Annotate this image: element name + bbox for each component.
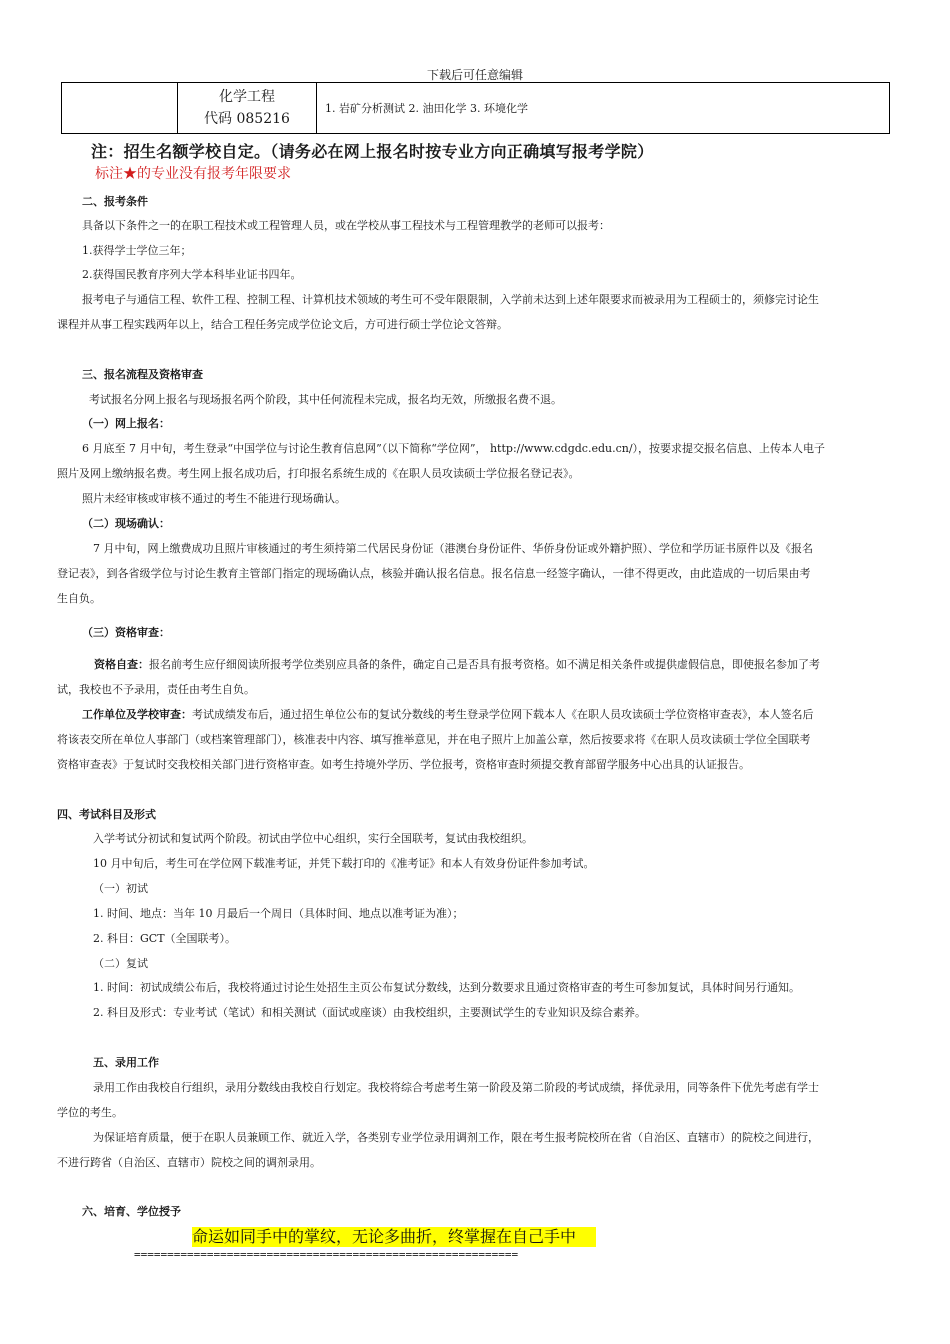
section-title-2: 二、报考条件 <box>82 195 148 208</box>
paragraph: 不进行跨省（自治区、直辖市）院校之间的调剂录用。 <box>57 1156 321 1169</box>
footer-rule: ========================================================== <box>134 1248 519 1261</box>
subsection-title: （一）网上报名： <box>82 417 170 430</box>
major-name: 化学工程 <box>219 89 275 105</box>
paragraph: 具备以下条件之一的在职工程技术或工程管理人员，或在学校从事工程技术与工程管理教学的老师可以报考： <box>82 219 610 232</box>
paragraph: 登记表》，到各省级学位与讨论生教育主管部门指定的现场确认点，核验并确认报名信息。报名信息一经签字确认，一律不得更改，由此造成的一切后果由考 <box>57 567 811 580</box>
paragraph: 生自负。 <box>57 592 101 605</box>
paragraph: 将该表交所在单位人事部门（或档案管理部门），核准表中内容、填写推举意见，并在电子照片上加盖公章，然后按要求将《在职人员攻读硕士学位全国联考 <box>57 733 811 746</box>
paragraph: 6 月底至 7 月中旬，考生登录“中国学位与讨论生教育信息网”（以下简称“学位网”， http://www.cdgdc.edu.cn/），按要求提交报名信息、上传本人电子 <box>82 442 826 455</box>
section-title-4: 四、考试科目及形式 <box>57 808 156 821</box>
paragraph: 10 月中旬后，考生可在学位网下载准考证，并凭下载打印的《准考证》和本人有效身份证件参加考试。 <box>93 857 595 870</box>
paragraph: 试，我校也不予录用，责任由考生自负。 <box>57 683 255 696</box>
paragraph: 课程并从事工程实践两年以上，结合工程任务完成学位论文后，方可进行硕士学位论文答辩。 <box>57 318 508 331</box>
section-title-3: 三、报名流程及资格审查 <box>82 368 203 381</box>
paragraph: 考试报名分网上报名与现场报名两个阶段，其中任何流程未完成，报名均无效，所缴报名费不退。 <box>89 393 562 406</box>
bold-label: 工作单位及学校审查： <box>82 708 192 721</box>
bold-label: 资格自查： <box>94 658 149 671</box>
paragraph: 1.获得学士学位三年； <box>82 244 192 257</box>
paragraph: 1. 时间、地点：当年 10 月最后一个周日（具体时间、地点以准考证为准）； <box>93 907 464 920</box>
table-cell-major <box>178 83 317 134</box>
table-cell-empty <box>62 83 178 134</box>
paragraph: 为保证培育质量，便于在职人员兼顾工作、就近入学，各类别专业学位录用调剂工作，限在考生报考院校所在省（自治区、直辖市）的院校之间进行， <box>93 1131 819 1144</box>
paragraph: 2. 科目及形式：专业考试（笔试）和相关测试（面试或座谈）由我校组织，主要测试学生的专业知识及综合素养。 <box>93 1006 646 1019</box>
subsection-title: （二）现场确认： <box>82 517 170 530</box>
section-title-6: 六、培育、学位授予 <box>82 1205 181 1218</box>
paragraph: 2. 科目：GCT（全国联考）。 <box>93 932 237 945</box>
star-note: 标注★的专业没有报考年限要求 <box>95 166 291 182</box>
subsection-title: （三）资格审查： <box>82 626 170 639</box>
paragraph: 资格审查表》于复试时交我校相关部门进行资格审查。如考生持境外学历、学位报考，资格审查时须提交教育部留学服务中心出具的认证报告。 <box>57 758 750 771</box>
paragraph: 2.获得国民教育序列大学本科毕业证书四年。 <box>82 268 302 281</box>
section-title-5: 五、录用工作 <box>93 1056 159 1069</box>
paragraph: 照片及网上缴纳报名费。考生网上报名成功后，打印报名系统生成的《在职人员攻读硕士学位报名登记表》。 <box>57 467 580 480</box>
paragraph: 工作单位及学校审查：考试成绩发布后，通过招生单位公布的复试分数线的考生登录学位网下载本人《在职人员攻读硕士学位资格审查表》，本人签名后 <box>82 708 814 721</box>
footer-motto: 命运如同手中的掌纹，无论多曲折，终掌握在自己手中 <box>192 1227 577 1246</box>
page-header: 下载后可任意编辑 <box>426 68 523 82</box>
paragraph: 入学考试分初试和复试两个阶段。初试由学位中心组织，实行全国联考，复试由我校组织。 <box>93 832 533 845</box>
major-directions: 1. 岩矿分析测试 2. 油田化学 3. 环境化学 <box>317 83 890 134</box>
paragraph: 照片未经审核或审核不通过的考生不能进行现场确认。 <box>82 492 346 505</box>
paragraph: 录用工作由我校自行组织，录用分数线由我校自行划定。我校将综合考虑考生第一阶段及第二阶段的考试成绩，择优录用，同等条件下优先考虑有学士 <box>93 1081 819 1094</box>
major-code: 代码 085216 <box>204 111 290 127</box>
paragraph: 7 月中旬，网上缴费成功且照片审核通过的考生须持第二代居民身份证（港澳台身份证件、华侨身份证或外籍护照）、学位和学历证书原件以及《报名 <box>93 542 813 555</box>
table-row <box>62 83 890 134</box>
paragraph: 学位的考生。 <box>57 1106 123 1119</box>
paragraph: （二）复试 <box>93 957 148 970</box>
major-table <box>61 82 890 134</box>
paragraph: （一）初试 <box>93 882 148 895</box>
paragraph: 报考电子与通信工程、软件工程、控制工程、计算机技术领域的考生可不受年限限制，入学前未达到上述年限要求而被录用为工程硕士的，须修完讨论生 <box>82 293 819 306</box>
paragraph: 资格自查：报名前考生应仔细阅读所报考学位类别应具备的条件，确定自己是否具有报考资格。如不满足相关条件或提供虚假信息，即使报名参加了考 <box>94 658 820 671</box>
enrollment-note: 注：招生名额学校自定。（请务必在网上报名时按专业方向正确填写报考学院） <box>91 142 654 161</box>
paragraph: 1. 时间：初试成绩公布后，我校将通过讨论生处招生主页公布复试分数线，达到分数要求且通过资格审查的考生可参加复试，具体时间另行通知。 <box>93 981 800 994</box>
